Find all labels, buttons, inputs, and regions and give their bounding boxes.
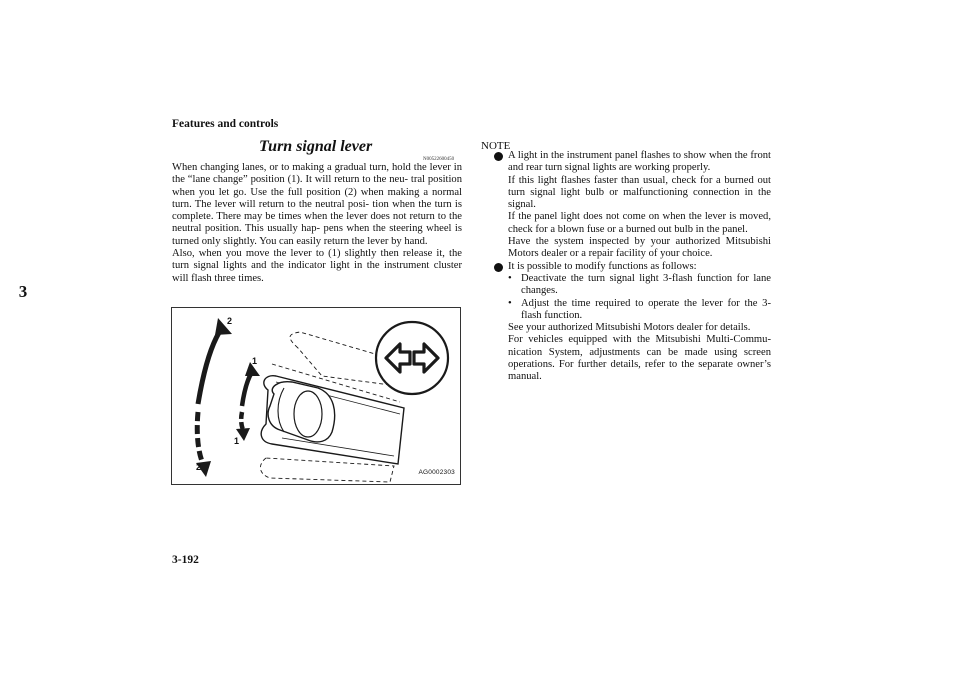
turn-signal-lever-figure [171,307,461,485]
label-full-down: 2 [196,462,202,472]
arrow-full-down [197,412,204,466]
section-title: Turn signal lever [259,138,373,155]
sub-item-text: Deactivate the turn signal light 3-flash function for lane changes. [521,272,771,297]
sub-item [508,298,771,323]
note-item [494,261,771,384]
note-paragraph: A light in the instrument panel flashes to show when the front and rear turn signal lights are working properly. [508,150,771,174]
sub-item-text: Adjust the time required to operate the lever for the 3- flash function. [521,297,771,321]
chapter-tab: 3 [18,282,28,301]
sub-bullet-icon: • [508,297,512,309]
section-code: N00522600450 [423,157,455,162]
note-paragraph: If the panel light does not come on when the lever is moved, check for a blown fuse or a burned out bulb in the panel. [508,211,771,235]
sub-item [508,273,771,298]
lever-knob-cap [294,391,322,437]
note-intro: It is possible to modify functions as follows: [508,260,697,272]
note-content [494,150,771,384]
arrow-full-up [198,328,222,404]
header-section-title: Features and controls [172,118,279,130]
label-lane-down: 1 [234,436,240,446]
bullet-dot-icon [494,152,503,161]
body-paragraph: Also, when you move the lever to (1) slightly then release it, the turn signal lights and the indicator light in the instrument cluster will flash three times. [172,248,462,284]
figure-code: AG0002303 [418,469,455,476]
lever-full-down-outline [260,458,394,482]
label-full-up: 2 [227,316,233,326]
sub-bullet-icon: • [508,272,512,284]
lever-illustration [172,308,461,485]
arrow-lane-up [242,372,252,406]
note-label: NOTE [481,140,511,152]
note-paragraph: See your authorized Mitsubishi Motors dealer for details. [508,322,751,334]
label-lane-up: 1 [252,356,258,366]
note-paragraph: Have the system inspected by your authorized Mitsubishi Motors dealer or a repair facility of your choice. [508,236,771,260]
page-number: 3-192 [172,554,199,566]
note-paragraph: For vehicles equipped with the Mitsubishi Multi-Commu- nication System, adjustments can be made using screen operations. For further details, refer to the separate owner’s manual. [508,334,771,383]
body-paragraph: When changing lanes, or to making a gradual turn, hold the lever in the “lane change” position (1). It will return to the neu- tral position when you let go. Use the full position (2) when making a normal turn. The lever will return to the neutral posi- tion when the turn is complete. There may be times when the lever does not return to the neutral position. This usually hap- pens when the steering wheel is turned only slightly. You can easily return the lever by hand. [172,162,462,247]
bullet-dot-icon [494,263,503,272]
section-body [172,162,462,285]
note-item [494,150,771,261]
note-paragraph: If this light flashes faster than usual, check for a burned out turn signal light bulb or malfunctioning connection in the signal. [508,174,771,211]
